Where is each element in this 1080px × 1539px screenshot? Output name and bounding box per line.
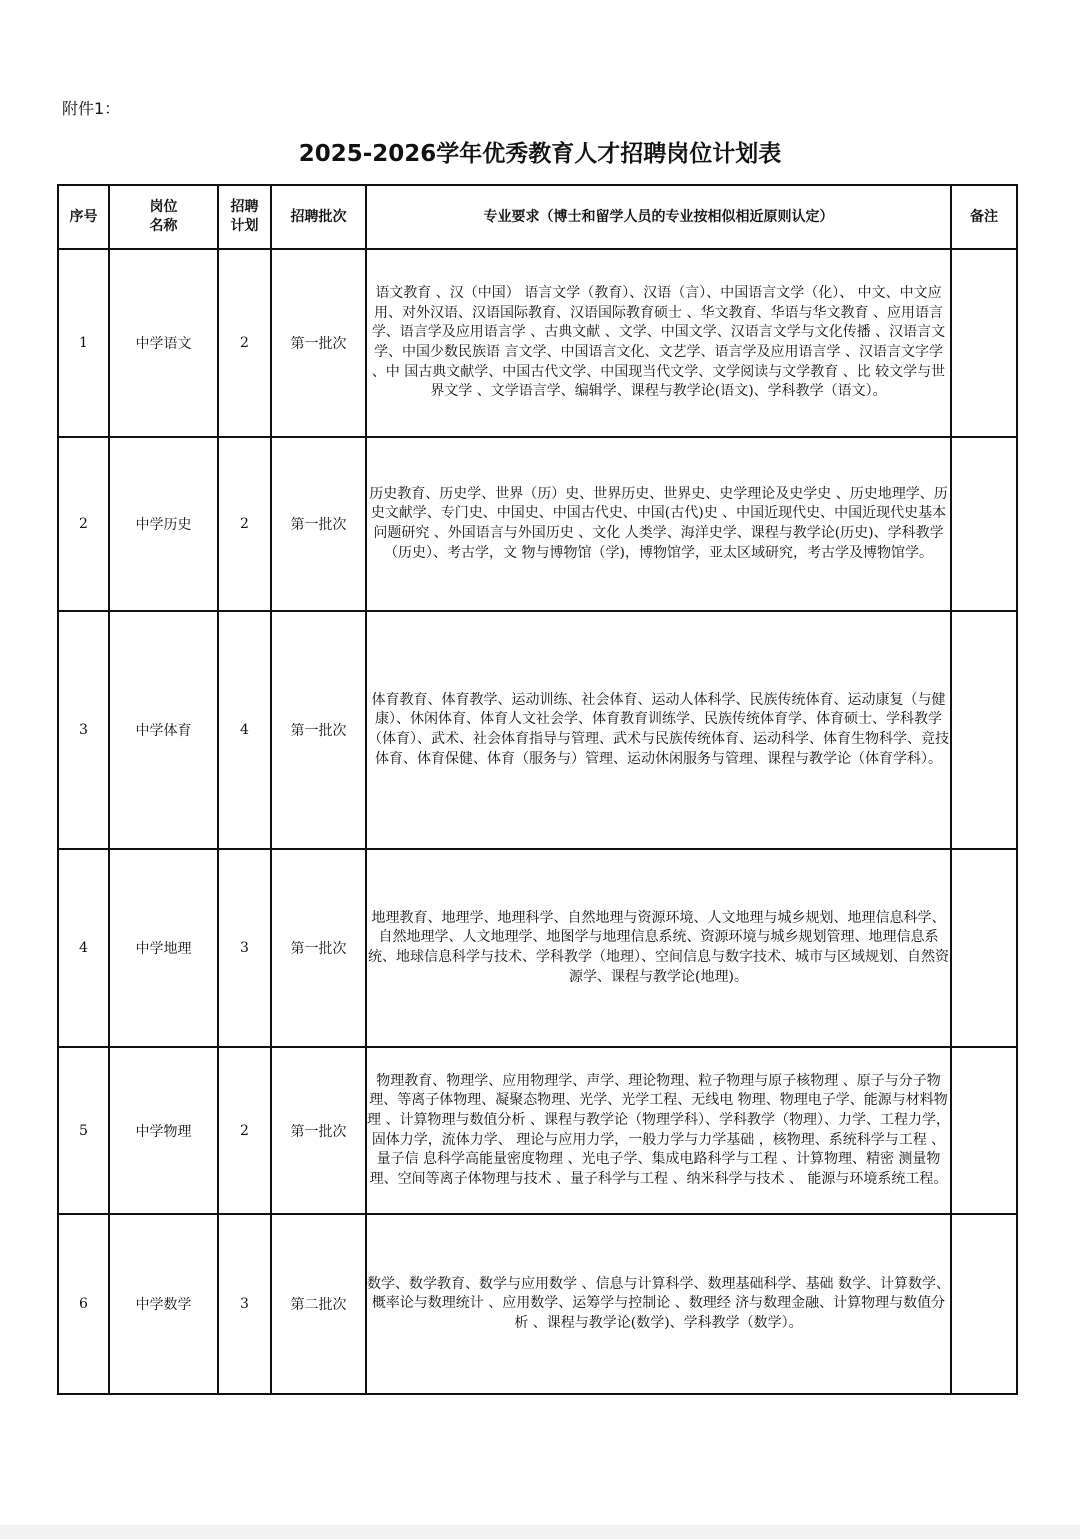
cell-major: 体育教育、体育教学、运动训练、社会体育、运动人体科学、民族传统体育、运动康复（与健康）、休闲体育、体育人文社会学、体育教育训练学、民族传统体育学、体育硕士、学科教学（体育）、武术、社会体育指导与管理、武术与民族传统体育、运动科学、体育生物科学、竞技体育、体育保健、体育（服务与）管理、运动休闲服务与管理、课程与教学论（体育学科）。 [366, 611, 951, 849]
cell-seq: 4 [58, 849, 109, 1047]
table-row [58, 611, 1017, 849]
page-title: 2025-2026学年优秀教育人才招聘岗位计划表 [298, 141, 782, 167]
cell-plan: 2 [218, 249, 271, 437]
header-major: 专业要求（博士和留学人员的专业按相似相近原则认定） [366, 185, 951, 249]
cell-remark [951, 1214, 1017, 1394]
cell-batch: 第一批次 [271, 249, 366, 437]
cell-major: 地理教育、地理学、地理科学、自然地理与资源环境、人文地理与城乡规划、地理信息科学、自然地理学、人文地理学、地图学与地理信息系统、资源环境与城乡规划管理、地理信息系统、地球信息科学与技术、学科教学（地理）、空间信息与数字技术、城市与区域规划、自然资源学、课程与教学论(地理)。 [366, 849, 951, 1047]
header-position: 岗位 名称 [109, 185, 218, 249]
cell-position: 中学体育 [109, 611, 218, 849]
cell-batch: 第一批次 [271, 1047, 366, 1214]
table-row [58, 437, 1017, 611]
attachment-label: 附件1： [62, 99, 121, 118]
cell-batch: 第一批次 [271, 611, 366, 849]
cell-plan: 3 [218, 1214, 271, 1394]
table-row [58, 1214, 1017, 1394]
cell-seq: 5 [58, 1047, 109, 1214]
page-bottom-strip [0, 1525, 1080, 1539]
cell-seq: 3 [58, 611, 109, 849]
cell-remark [951, 249, 1017, 437]
cell-major: 语文教育 、汉（中国） 语言文学（教育）、汉语（言）、中国语言文学（化）、 中文、中文应用、对外汉语、汉语国际教育、汉语国际教育硕士 、华文教育、华语与华文教育 、应用语言学、语言学及应用语言学 、古典文献 、文学、中国文学、汉语言文学与文化传播 、汉语言文学、中国少数民族语 言文学、中国语言文化、文艺学、语言学及应用语言学 、汉语言文字学 、中 国古典文献学、中国古代文学、中国现当代文学、文学阅读与文学教育 、比 较文学与世界文学 、文学语言学、编辑学、课程与教学论(语文)、学科教学（语文）。 [366, 249, 951, 437]
cell-seq: 2 [58, 437, 109, 611]
cell-major: 物理教育、物理学、应用物理学、声学、理论物理、粒子物理与原子核物理 、原子与分子物理、等离子体物理、凝聚态物理、光学、光学工程、无线电 物理、物理电子学、能源与材料物理 、计算物理与数值分析 、课程与教学论（物理学科）、学科教学（物理）、力学、工程力学，固体力学，流体力学、 理论与应用力学，一般力学与力学基础 ，核物理、系统科学与工程 、量子信 息科学高能量密度物理 、光电子学、集成电路科学与工程 、计算物理、精密 测量物理、空间等离子体物理与技术 、量子科学与工程 、纳米科学与技术 、 能源与环境系统工程。 [366, 1047, 951, 1214]
table-row [58, 249, 1017, 437]
cell-batch: 第二批次 [271, 1214, 366, 1394]
cell-remark [951, 1047, 1017, 1214]
cell-seq: 6 [58, 1214, 109, 1394]
cell-position: 中学语文 [109, 249, 218, 437]
cell-batch: 第一批次 [271, 849, 366, 1047]
cell-position: 中学历史 [109, 437, 218, 611]
header-plan: 招聘 计划 [218, 185, 271, 249]
cell-plan: 2 [218, 1047, 271, 1214]
cell-major: 数学、数学教育、数学与应用数学 、信息与计算科学、数理基础科学、基础 数学、计算数学、概率论与数理统计 、应用数学、运筹学与控制论 、数理经 济与数理金融、计算物理与数值分析 、课程与教学论(数学)、学科教学（数学）。 [366, 1214, 951, 1394]
cell-plan: 2 [218, 437, 271, 611]
recruitment-plan-table [57, 184, 1018, 1395]
cell-remark [951, 849, 1017, 1047]
header-batch: 招聘批次 [271, 185, 366, 249]
table-row [58, 1047, 1017, 1214]
cell-plan: 4 [218, 611, 271, 849]
cell-remark [951, 611, 1017, 849]
header-seq: 序号 [58, 185, 109, 249]
cell-major: 历史教育、历史学、世界（历）史、世界历史、世界史、史学理论及史学史 、历史地理学、历史文献学、专门史、中国史、中国古代史、中国(古代)史 、中国近现代史、中国近现代史基本问题研究 、外国语言与外国历史 、文化 人类学、海洋史学、课程与教学论(历史)、学科教学（历史）、考古学，文 物与博物馆（学)，博物馆学，亚太区域研究，考古学及博物馆学。 [366, 437, 951, 611]
cell-position: 中学地理 [109, 849, 218, 1047]
header-remark: 备注 [951, 185, 1017, 249]
cell-position: 中学数学 [109, 1214, 218, 1394]
table-row [58, 849, 1017, 1047]
cell-seq: 1 [58, 249, 109, 437]
cell-batch: 第一批次 [271, 437, 366, 611]
cell-remark [951, 437, 1017, 611]
cell-position: 中学物理 [109, 1047, 218, 1214]
cell-plan: 3 [218, 849, 271, 1047]
table-header-row [58, 185, 1017, 249]
